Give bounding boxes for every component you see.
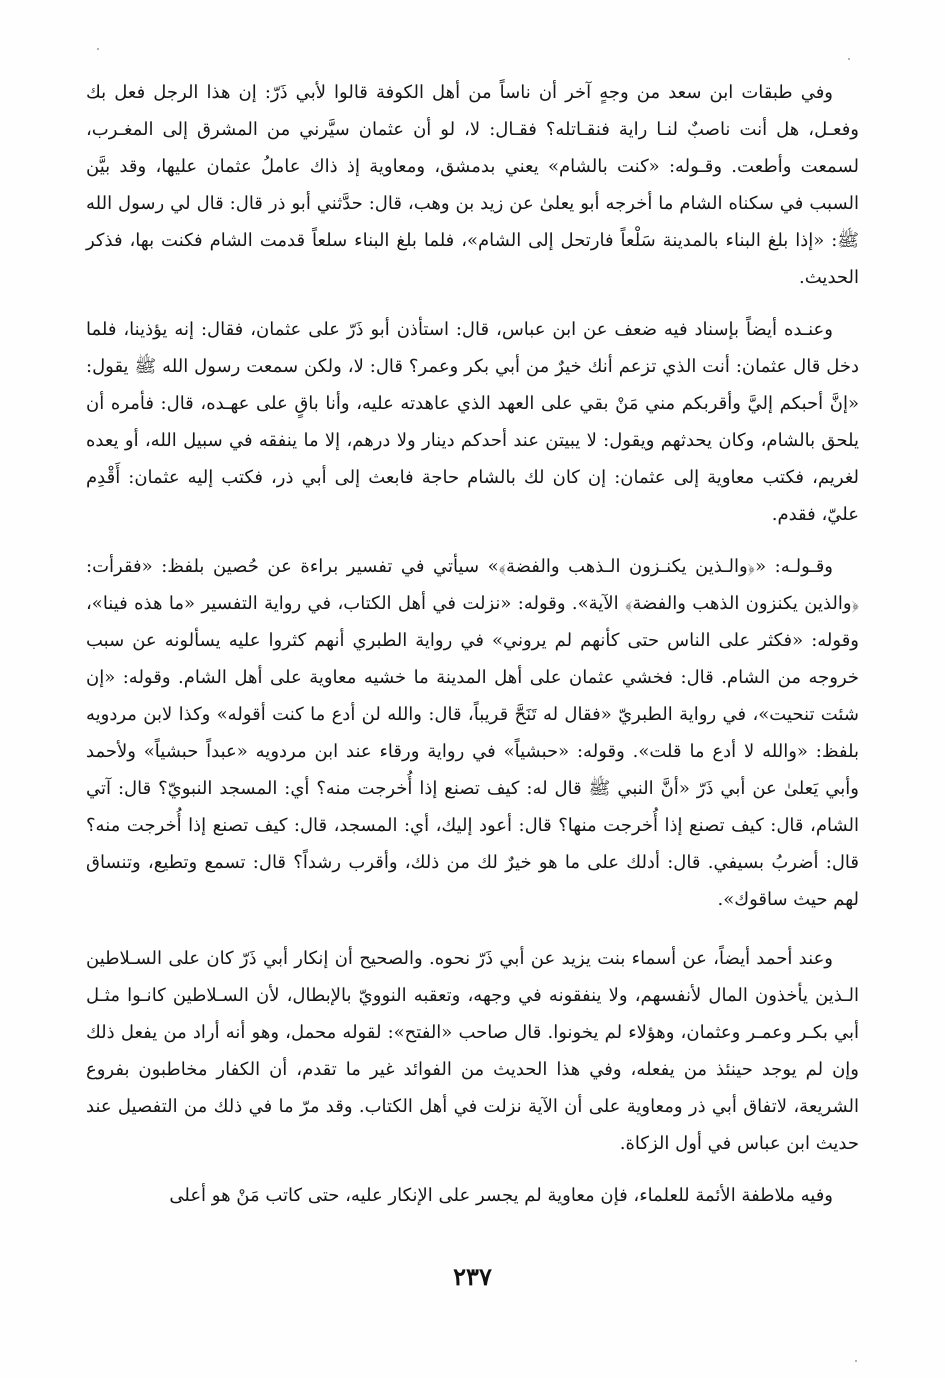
scan-speck [855,1360,857,1362]
scan-speck [97,48,99,50]
paragraph-2: وعنـده أيضاً بإسناد فيه ضعف عن ابن عباس، قال: استأذن أبو ذَرّ على عثمان، فقال: إنه يؤذينا، فلما دخل قال عثمان: أنت الذي تزعم أنك خيرٌ من أبي بكر وعمر؟ قال: لا، ولكن سمعت رسول الله ﷺ يقول: «إنَّ أحبكم إليَّ وأقربكم مني مَنْ بقي على العهد الذي عاهدته عليه، وأنا باقٍ على عهـده، قال: فأمره أن يلحق بالشام، وكان يحدثهم ويقول: لا يبيتن عند أحدكم دينار ولا درهم، إلا ما ينفقه في سبيل الله، أو يعده لغريم، فكتب معاوية إلى عثمان: إن كان لك بالشام حاجة فابعث إلى أبي ذر، فكتب إليه عثمان: أَقْدِم عليّ، فقدم. [86,319,859,525]
page-number: ٢٣٧ [453,1262,492,1291]
paragraph-1: وفي طبقات ابن سعد من وجهٍ آخر أن ناساً من أهل الكوفة قالوا لأبي ذَرّ: إن هذا الرجل فعل بك وفعـل، هل أنت ناصبٌ لنـا راية فنقـاتله؟ فقـال: لا، لو أن عثمان سيَّرني من المشرق إلى المغـرب، لسمعت وأطعت. وقـوله: «كنت بالشام» يعني بدمشق، ومعاوية إذ ذاك عاملُ عثمان عليها، وقد بيَّن السبب في سكناه الشام ما أخرجه أبو يعلىٰ عن زيد بن وهب، قال: حدَّثني أبو ذر قال: قال لي رسول الله ﷺ: «إذا بلغ البناء بالمدينة سَلْعاً فارتحل إلى الشام»، فلما بلغ البناء سلعاً قدمت الشام فكنت بها، فذكر الحديث. [86,82,859,288]
scan-speck [848,58,850,60]
body-text [86,74,859,1229]
paragraph-5: وفيه ملاطفة الأئمة للعلماء، فإن معاوية لم يجسر على الإنكار عليه، حتى كاتب مَنْ هو أعلى [169,1185,833,1206]
paragraph-4: وعند أحمد أيضاً، عن أسماء بنت يزيد عن أبي ذَرّ نحوه. والصحيح أن إنكار أبي ذَرّ كان على السـلاطين الـذين يأخذون المال لأنفسهم، ولا ينفقونه في وجهه، وتعقبه النوويّ بالإبطال، لأن السـلاطين كانـوا مثـل أبي بكـر وعمـر وعثمان، وهؤلاء لم يخونوا. قال صاحب «الفتح»: لقوله محمل، وهو أنه أراد من يفعل ذلك وإن لم يوجد حينئذ من يفعله، وفي هذا الحديث من الفوائد غير ما تقدم، أن الكفار مخاطبون بفروع الشريعة، لاتفاق أبي ذر ومعاوية على أن الآية نزلت في أهل الكتاب. وقد مرّ ما في ذلك من التفصيل عند حديث ابن عباس في أول الزكاة. [86,948,860,1154]
paragraph-3: وقـولـه: «﴿والـذين يكنـزون الـذهب والفضة﴾» سيأتي في تفسير براءة عن حُصين بلفظ: «فقرأت: ﴿والذين يكنزون الذهب والفضة﴾ الآية». وقوله: «نزلت في أهل الكتاب، في رواية التفسير «ما هذه فينا»، وقوله: «فكثر على الناس حتى كأنهم لم يروني» في رواية الطبري أنهم كثروا عليه يسألونه عن سبب خروجه من الشام. قال: فخشي عثمان على أهل المدينة ما خشيه معاوية على أهل الشام. وقوله: «إن شئت تنحيت»، في رواية الطبريّ «فقال له تَنَحَّ قريباً، قال: والله لن أدع ما كنت أقوله» وكذا لابن مردويه بلفظ: «والله لا أدع ما قلت». وقوله: «حبشياً» في رواية ورقاء عند ابن مردويه «عبداً حبشياً» ولأحمد وأبي يَعلىٰ عن أبي ذَرّ «أنَّ النبي ﷺ قال له: كيف تصنع إذا أُخرجت منه؟ أي: المسجد النبويّ؟ قال: آتي الشام، قال: كيف تصنع إذا أُخرجت منها؟ قال: أعود إليك، أي: المسجد، قال: كيف تصنع إذا أُخرجت منه؟ قال: أضربُ بسيفي. قال: أدلك على ما هو خيرٌ لك من ذلك، وأقرب رشداً؟ قال: تسمع وتطيع، وتنساق لهم حيث ساقوك». [86,556,859,910]
